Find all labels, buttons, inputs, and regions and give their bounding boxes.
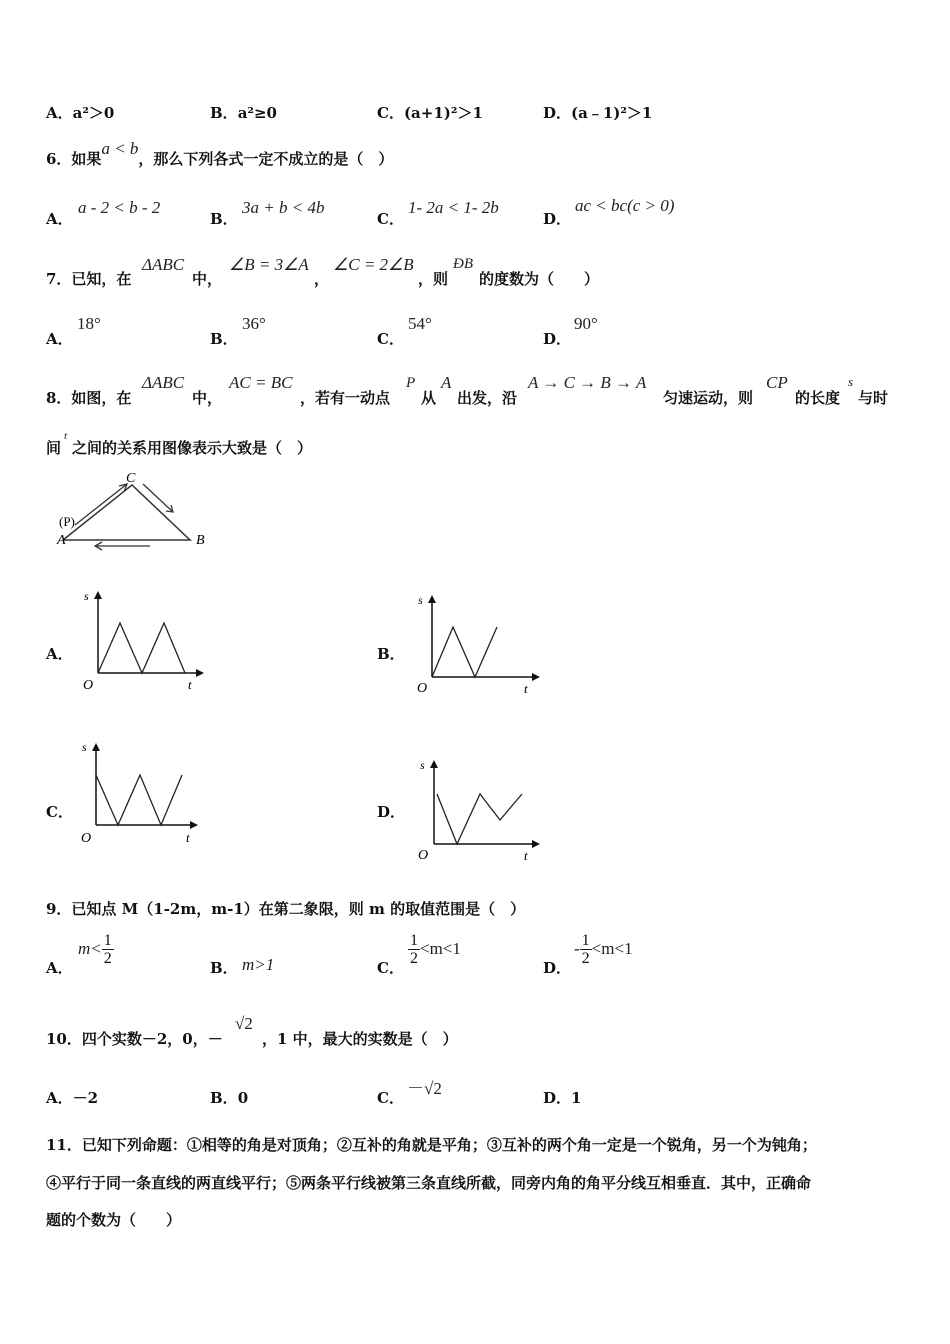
q8-triangle: ΔABC	[142, 373, 185, 392]
q5-option-b: B．a²≥0	[210, 104, 277, 122]
q10-prefix: 10．四个实数－2，0，－	[46, 1030, 223, 1048]
q10-suffix: ，1 中，最大的实数是（ ）	[262, 1030, 458, 1048]
axis-o: O	[417, 681, 428, 695]
q7-option-c-label: C．	[377, 330, 404, 348]
q8-text-3: 出发，沿	[457, 389, 518, 407]
fig-label-c: C	[126, 471, 136, 486]
q6-stem: 6．如果a < b，那么下列各式一定不成立的是（ ）	[46, 139, 394, 168]
q6-option-b-expr: 3a + b < 4b	[242, 198, 325, 217]
q8-text-6: 与时	[858, 389, 889, 407]
arrow-a-to-c	[75, 484, 127, 525]
q5-option-a: A．a²＞0	[46, 104, 115, 122]
q6-option-c-label: C．	[377, 210, 404, 228]
axis-t: t	[188, 677, 192, 692]
q8-graph-b-label: B．	[377, 645, 405, 663]
triangle-outline	[63, 485, 190, 540]
q11-line-1: 11．已知下列命题：①相等的角是对顶角；②互补的角就是平角；③互补的两个角一定是一个锐角，另一个为钝角；	[46, 1136, 817, 1154]
axis-t: t	[524, 848, 528, 863]
q5-option-c: C．(a+1)²＞1	[377, 104, 483, 122]
q10-option-b: B．0	[210, 1089, 249, 1107]
q10-root: √2	[235, 1014, 253, 1033]
q5-option-d: D．(a﹣1)²＞1	[543, 104, 653, 122]
q7-prefix: 7．已知，在	[46, 270, 132, 288]
q8-graph-c-label: C．	[46, 803, 73, 821]
q7-option-a-label: A．	[46, 330, 73, 348]
graph-line	[98, 623, 185, 673]
q7-triangle: ΔABC	[142, 255, 185, 274]
q8-text-2: 从	[421, 389, 437, 407]
fig-label-a: A	[57, 533, 66, 548]
q8-text-4: 匀速运动，则	[663, 389, 754, 407]
q7-option-a-value: 18°	[77, 314, 101, 333]
q9-option-a-label: A．	[46, 959, 73, 977]
q10-option-c-expr: －√2	[407, 1079, 442, 1098]
fig-label-b: B	[196, 533, 205, 548]
q9-option-b-expr: m>1	[242, 955, 275, 974]
q6-option-a-label: A．	[46, 210, 73, 228]
q7-option-d-label: D．	[543, 330, 572, 348]
q9-option-d-expr: - $\frac{1}{2}$ <m<1	[574, 932, 633, 967]
axis-s: s	[84, 589, 89, 603]
q8-prefix: 8．如图，在	[46, 389, 132, 407]
axis-t: t	[524, 681, 528, 695]
q8-graph-d	[412, 752, 552, 864]
q8-line2-start: 间	[46, 439, 62, 457]
q6-option-a-expr: a - 2 < b - 2	[78, 198, 161, 217]
q7-option-c-value: 54°	[408, 314, 432, 333]
q9-option-c-label: C．	[377, 959, 404, 977]
q8-graph-b	[410, 585, 550, 695]
q7-option-b-label: B．	[210, 330, 238, 348]
axis-t: t	[186, 830, 190, 845]
q8-path: A → C → B → A	[528, 373, 647, 392]
q8-graph-c	[78, 735, 218, 850]
graph-line	[96, 775, 182, 825]
q8-line2-end: 之间的关系用图像表示大致是（ ）	[72, 439, 313, 457]
q8-graph-a	[78, 585, 218, 695]
axis-s: s	[420, 758, 425, 772]
q6-option-c-expr: 1- 2a < 1- 2b	[408, 198, 499, 217]
fig-label-p: (P)	[59, 514, 75, 529]
q9-option-b-label: B．	[210, 959, 238, 977]
q6-option-b-label: B．	[210, 210, 238, 228]
q7-mid: 中，	[192, 270, 223, 288]
q9-stem: 9．已知点 M（1-2m，m-1）在第二象限，则 m 的取值范围是（ ）	[46, 900, 526, 918]
axis-o: O	[81, 831, 92, 846]
axis-o: O	[418, 848, 429, 863]
q11-line-3: 题的个数为（ ）	[46, 1211, 182, 1229]
q7-then: ，则	[418, 270, 449, 288]
q10-option-d: D．1	[543, 1089, 582, 1107]
q7-condition-1: ∠B = 3∠A	[229, 255, 309, 274]
q8-point-a: A	[441, 373, 452, 392]
q7-comma: ，	[314, 270, 330, 288]
q8-text-5: 的长度	[795, 389, 841, 407]
q9-option-a-expr: m< $\frac{1}{2}$	[78, 932, 112, 967]
graph-line	[437, 794, 522, 844]
q8-triangle-figure	[55, 470, 220, 555]
q8-graph-d-label: D．	[377, 803, 406, 821]
q10-option-a: A．－2	[46, 1089, 99, 1107]
q10-option-c-label: C．	[377, 1089, 404, 1107]
q11-line-2: ④平行于同一条直线的两直线平行；⑤两条平行线被第三条直线所截，同旁内角的角平分线互相垂直．其中，正确命	[46, 1174, 812, 1192]
q9-option-d-label: D．	[543, 959, 572, 977]
axis-o: O	[83, 678, 94, 693]
q8-s: s	[848, 374, 854, 389]
q8-graph-a-label: A．	[46, 645, 73, 663]
arrow-c-to-b	[143, 484, 173, 512]
q6-option-d-expr: ac < bc(c > 0)	[575, 196, 675, 215]
q7-target: ÐB	[453, 256, 473, 272]
q7-option-d-value: 90°	[574, 314, 598, 333]
q9-option-c-expr: $\frac{1}{2}$ <m<1	[410, 932, 461, 967]
q8-text-1: ，若有一动点	[300, 389, 391, 407]
q7-option-b-value: 36°	[242, 314, 266, 333]
q8-equal-sides: AC = BC	[229, 373, 293, 392]
axis-s: s	[418, 593, 423, 607]
graph-line	[432, 627, 497, 677]
q8-t: t	[64, 430, 68, 442]
q8-point-p: P	[406, 375, 416, 391]
q7-condition-2: ∠C = 2∠B	[333, 255, 414, 274]
q8-cp: CP	[766, 373, 788, 392]
q8-mid: 中，	[192, 389, 223, 407]
q6-option-d-label: D．	[543, 210, 572, 228]
q7-suffix: 的度数为（ ）	[479, 270, 600, 288]
axis-s: s	[82, 740, 87, 754]
